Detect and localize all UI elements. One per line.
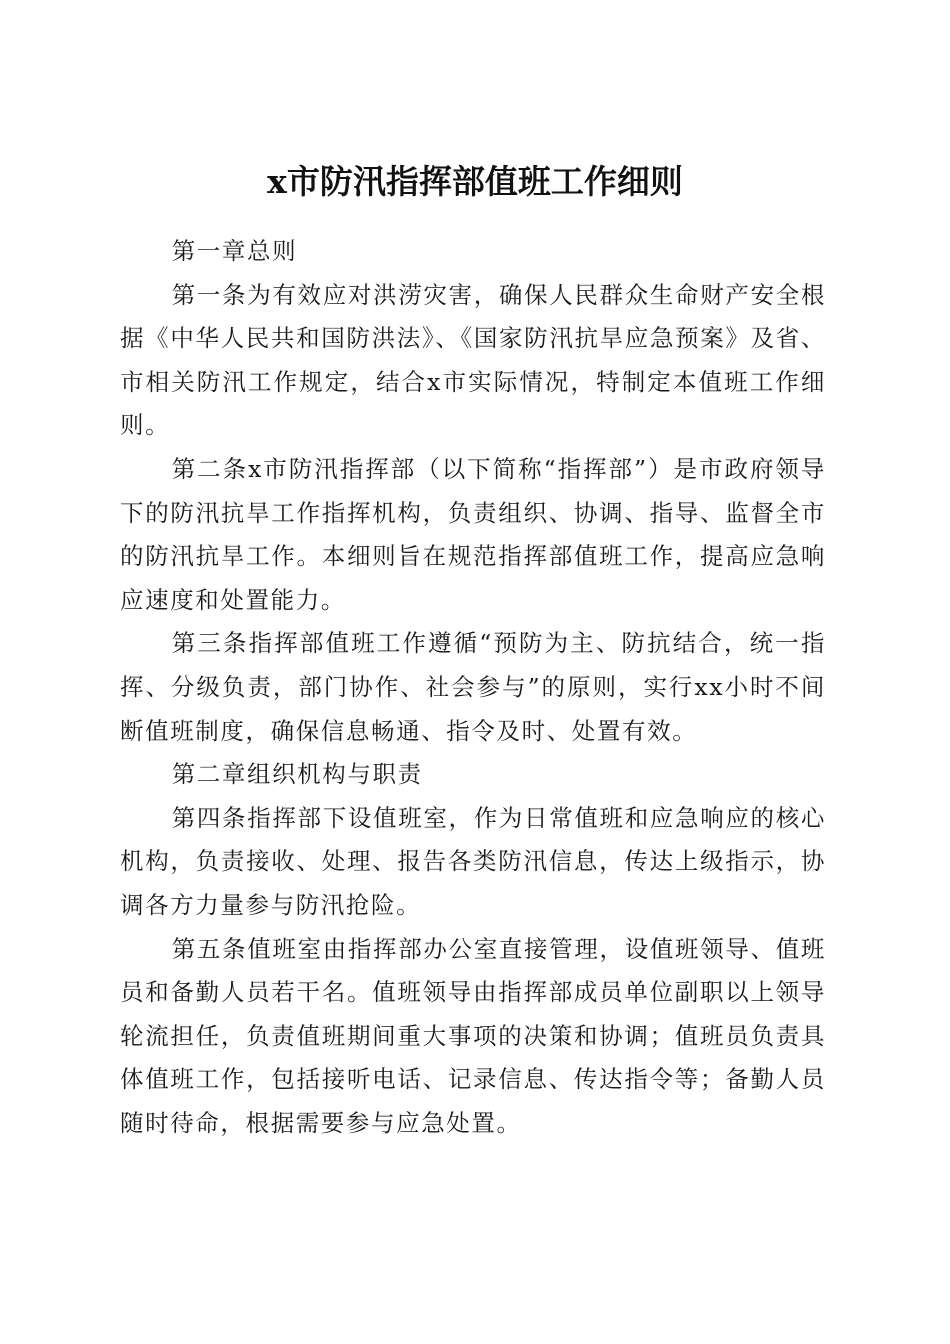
- article-paragraph: 第四条指挥部下设值班室，作为日常值班和应急响应的核心机构，负责接收、处理、报告各类防汛信息，传达上级指示，协调各方力量参与防汛抢险。: [120, 803, 826, 919]
- article-paragraph: 第三条指挥部值班工作遵循“预防为主、防抗结合，统一指挥、分级负责，部门协作、社会参与”的原则，实行xx小时不间断值班制度，确保信息畅通、指令及时、处置有效。: [120, 629, 826, 745]
- article-paragraph: 第一条为有效应对洪涝灾害，确保人民群众生命财产安全根据《中华人民共和国防洪法》、《国家防汛抗旱应急预案》及省、市相关防汛工作规定，结合x市实际情况，特制定本值班工作细则。: [120, 280, 826, 440]
- article-paragraph: 第二条x市防汛指挥部（以下简称“指挥部”）是市政府领导下的防汛抗旱工作指挥机构，负责组织、协调、指导、监督全市的防汛抗旱工作。本细则旨在规范指挥部值班工作，提高应急响应速度和处置能力。: [120, 454, 826, 614]
- article-paragraph: 第五条值班室由指挥部办公室直接管理，设值班领导、值班员和备勤人员若干名。值班领导由指挥部成员单位副职以上领导轮流担任，负责值班期间重大事项的决策和协调；值班员负责具体值班工作，包括接听电话、记录信息、传达指令等；备勤人员随时待命，根据需要参与应急处置。: [120, 934, 826, 1137]
- document-title: x市防汛指挥部值班工作细则: [267, 162, 683, 202]
- document-body: [120, 230, 826, 1145]
- chapter-heading: 第一章总则: [171, 237, 298, 265]
- chapter-heading: 第二章组织机构与职责: [171, 760, 423, 789]
